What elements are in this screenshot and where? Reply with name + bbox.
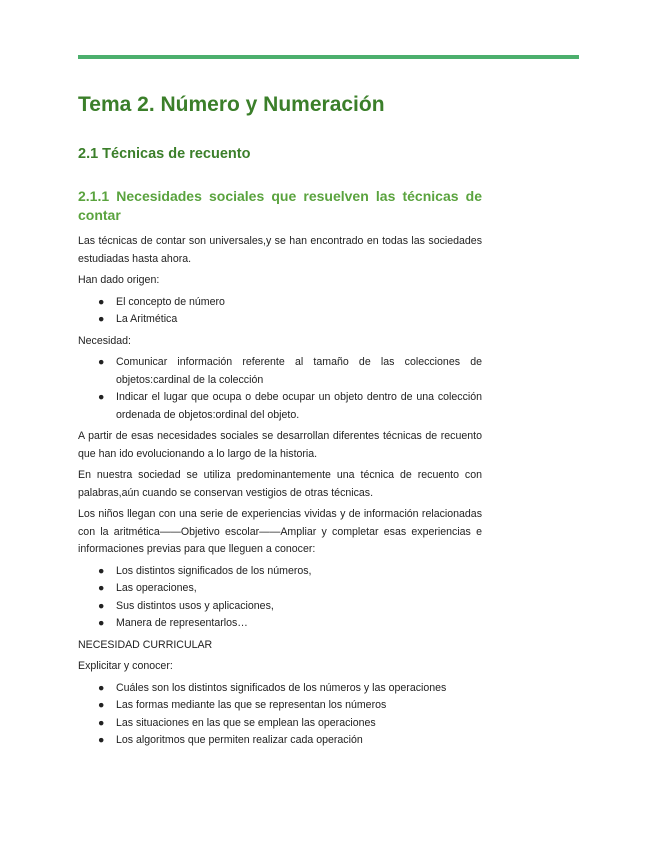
list-item: ● Cuáles son los distintos significados de los números y las operaciones — [116, 680, 482, 698]
bullet-icon: ● — [98, 716, 105, 729]
subsection-heading: 2.1.1 Necesidades sociales que resuelven las técnicas de contar — [78, 188, 482, 223]
bullet-icon: ● — [98, 617, 105, 629]
origin-label: Han dado origen: — [78, 274, 160, 286]
list-item: ● El concepto de número — [116, 294, 482, 312]
list-item: ● Indicar el lugar que ocupa o debe ocupar un objeto dentro de una colección ordenada de objetos:ordinal del objeto. — [98, 391, 482, 421]
paragraph-social-needs: A partir de esas necesidades sociales se desarrollan diferentes técnicas de recuento que han ido evolucionando a lo largo de la historia. — [78, 430, 482, 460]
list-item: ● Comunicar información referente al tamaño de las colecciones de objetos:cardinal de la colección — [98, 356, 482, 386]
bullet-icon: ● — [98, 391, 105, 403]
list-item: ● Manera de representarlos… — [116, 615, 482, 633]
section-heading: 2.1 Técnicas de recuento — [78, 146, 251, 162]
paragraph-children: Los niños llegan con una serie de experiencias vividas y de información relacionadas con la aritmética——Objetivo escolar——Ampliar y completar esas experiencias e informaciones previas para que lleguen a conocer: — [78, 508, 482, 555]
origin-list — [78, 294, 482, 329]
bullet-icon: ● — [98, 582, 105, 594]
bullet-icon: ● — [98, 313, 105, 325]
need-list — [78, 354, 482, 424]
list-item: ● Sus distintos usos y aplicaciones, — [116, 598, 482, 616]
list-item: ● Las formas mediante las que se representan los números — [116, 697, 482, 715]
know-list — [78, 563, 482, 633]
bullet-icon: ● — [98, 699, 105, 711]
bullet-icon: ● — [98, 681, 105, 694]
list-item: ● Los distintos significados de los números, — [116, 563, 482, 581]
list-item: ● Los algoritmos que permiten realizar cada operación — [116, 732, 482, 750]
bullet-icon: ● — [98, 564, 105, 577]
document-title: Tema 2. Número y Numeración — [78, 93, 385, 116]
list-item: ● Las operaciones, — [116, 580, 482, 598]
paragraph-society: En nuestra sociedad se utiliza predominantemente una técnica de recuento con palabras,aún cuando se conservan vestigios de otras técnicas. — [78, 469, 482, 499]
top-divider — [78, 55, 579, 59]
bullet-icon: ● — [98, 734, 105, 746]
explain-label: Explicitar y conocer: — [78, 660, 173, 672]
paragraph-universal: Las técnicas de contar son universales,y se han encontrado en todas las sociedades estudiadas hasta ahora. — [78, 235, 482, 265]
curricular-label: NECESIDAD CURRICULAR — [78, 638, 213, 651]
need-label: Necesidad: — [78, 334, 131, 347]
bullet-icon: ● — [98, 599, 105, 612]
explain-list — [78, 680, 482, 750]
list-item: ● Las situaciones en las que se emplean las operaciones — [116, 715, 482, 733]
bullet-icon: ● — [98, 295, 105, 308]
bullet-icon: ● — [98, 356, 105, 368]
list-item: ● La Aritmética — [116, 311, 482, 329]
document-body — [78, 233, 482, 754]
